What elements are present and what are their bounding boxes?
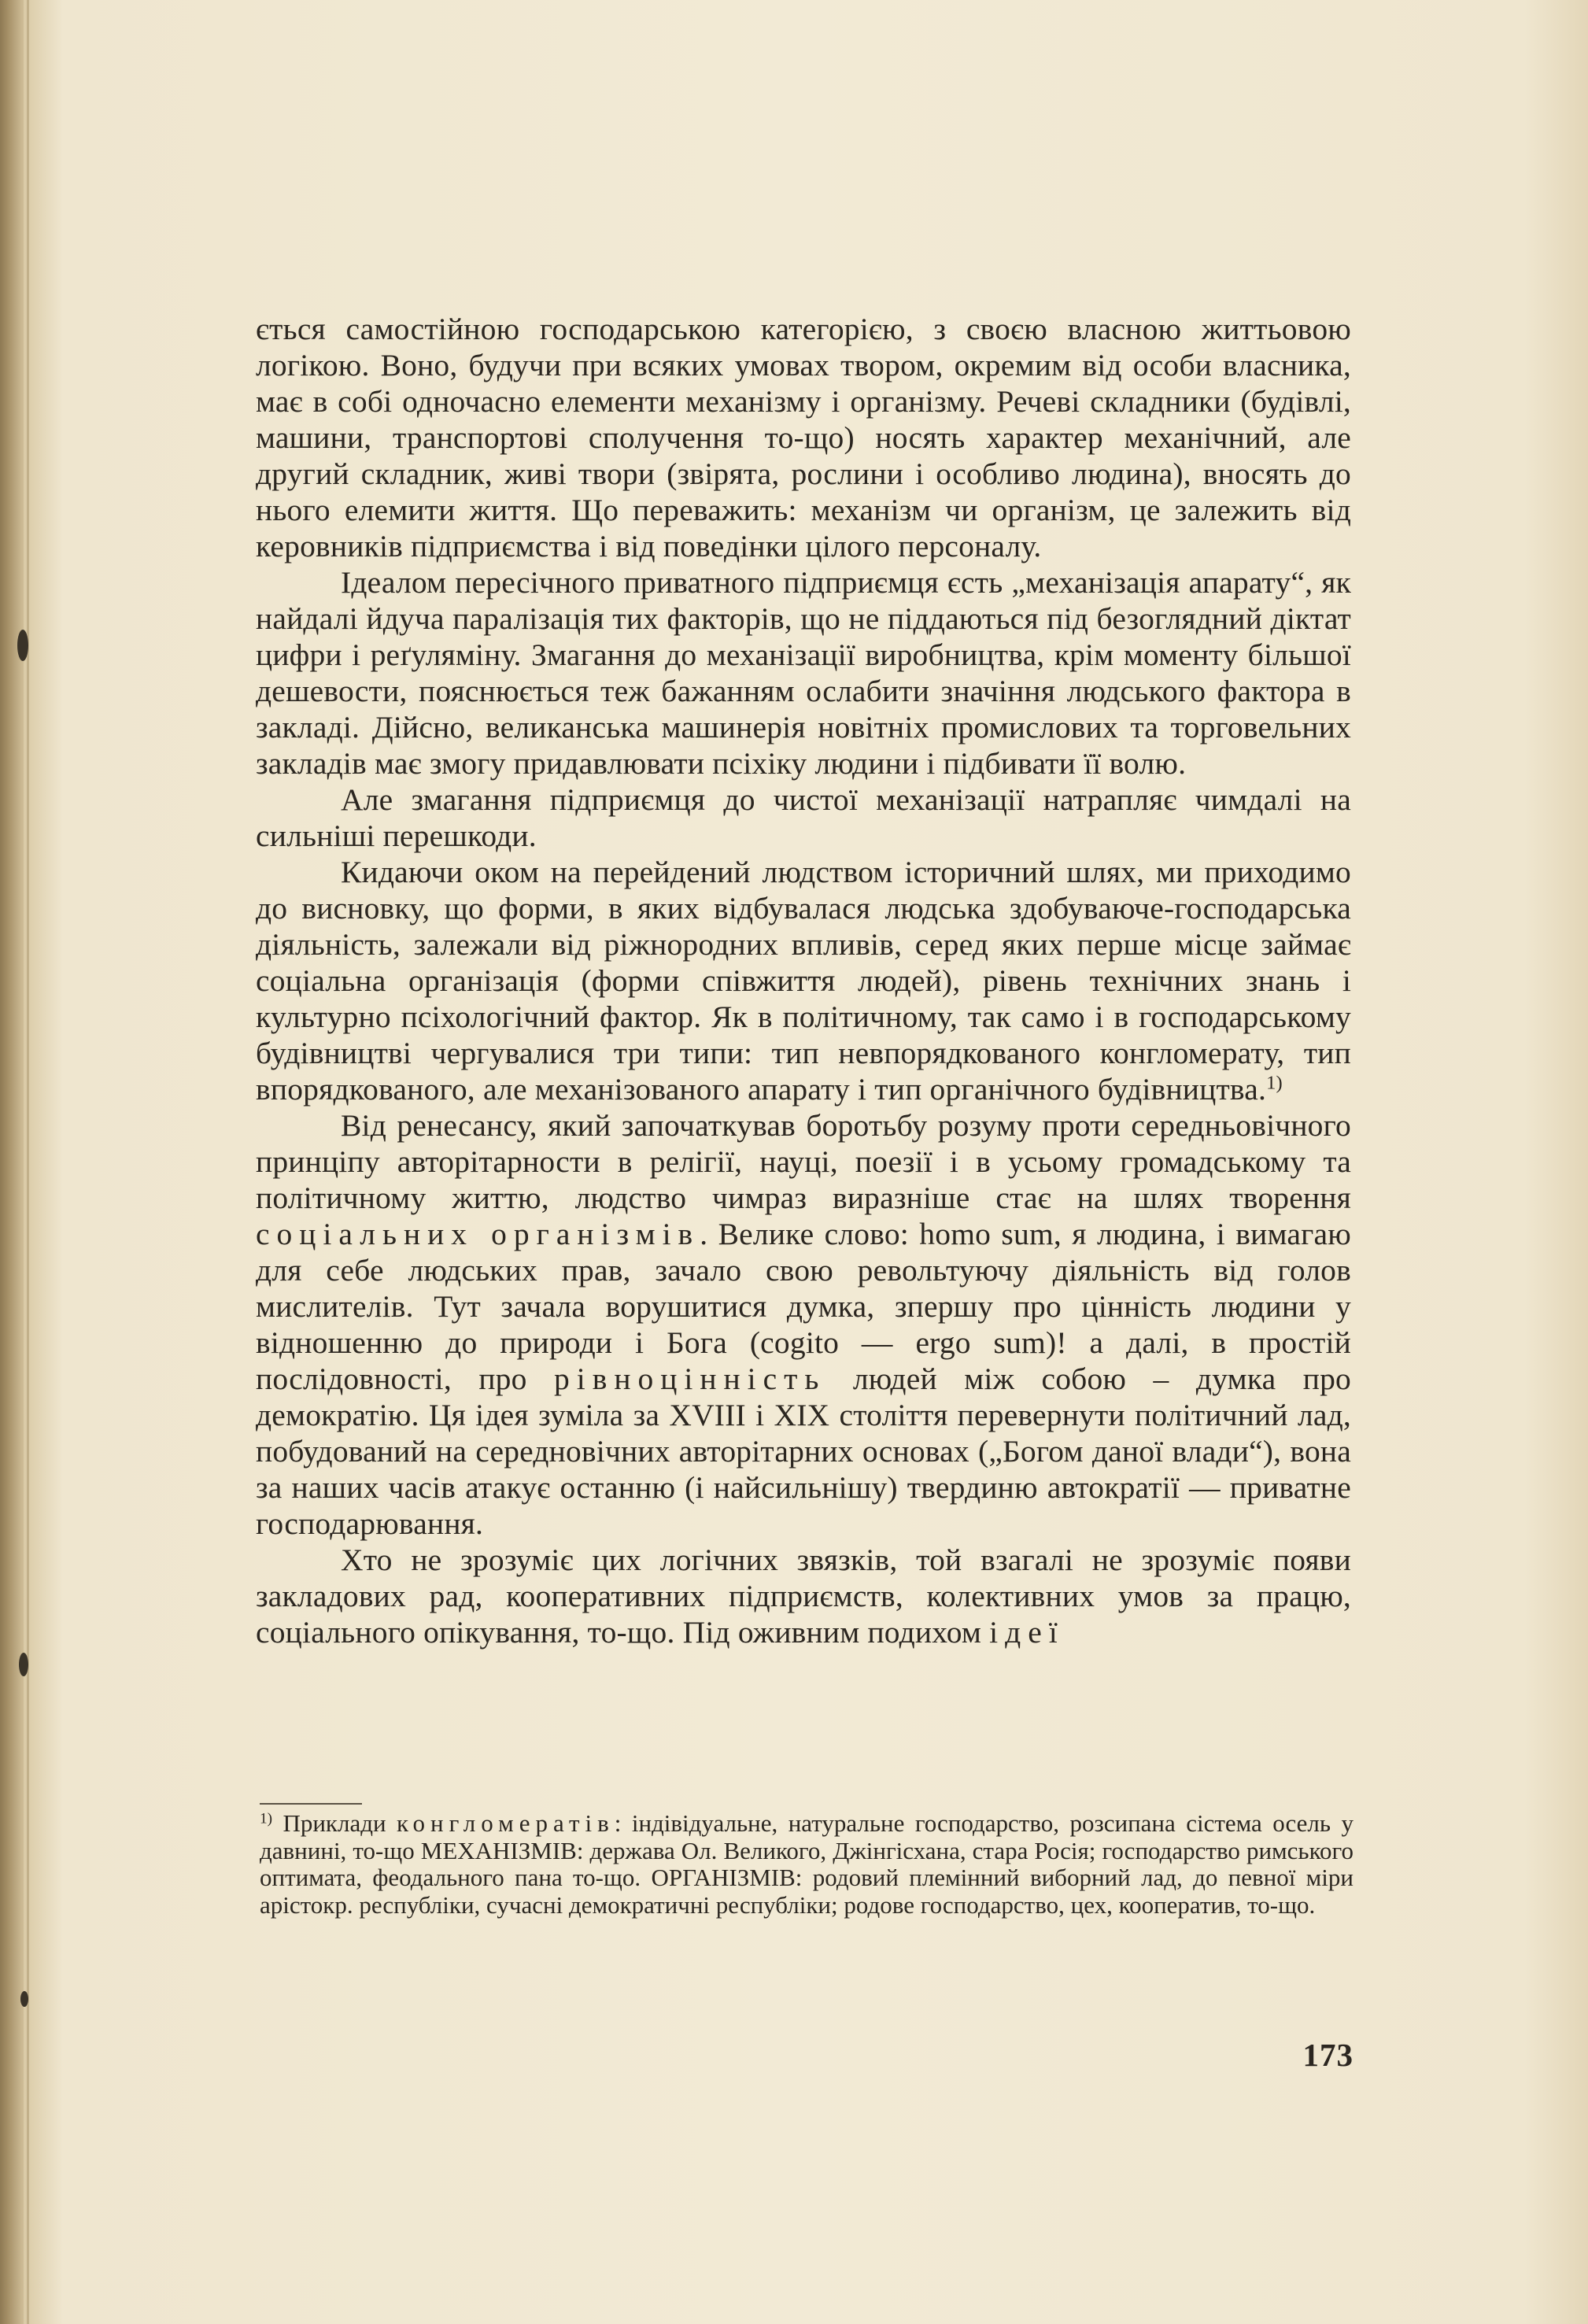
paragraph-5-emphasis-2: рівноцінність [553, 1362, 826, 1396]
footnote [260, 1810, 1353, 1919]
paragraph-5-part-2: . Велике слово: homo sum, я людина, і вимагаю для себе людських прав, зачало свою револьтуючу діяльність від голов мислителів. Тут зачала ворушитися думка, зпершу про цінність людини у відношенню до природи і Бога (cogito — ergo sum)! а далі, в простій послідовності, про [256, 1217, 1351, 1396]
footnote-part-2: : індівідуальне, натуральне господарство, розсипана сістема осель у давнині, то-що МЕХАНІЗМІВ: держава Ол. Великого, Джінгісхана, стара Росія; господарство римського оптимата, феодального пана то-що. ОРГАНІЗМІВ: родовий племінний виборний лад, до певної міри арістокр. республіки, сучасні демократичні республіки; родове господарство, цех, кооператив, то-що. [260, 1809, 1353, 1919]
paragraph-6-part-1: Хто не зрозуміє цих логічних звязків, той взагалі не зрозуміє появи закладових рад, кооперативних підприємств, колективних умов за працю, соціального опікування, то-що. Під оживним подихом [256, 1543, 1351, 1650]
paragraph-1: ється самостійною господарською категорією, з своєю власною життьовою логікою. Воно, будучи при всяких умовах твором, окремим від особи власника, має в собі одночасно елементи механізму і організму. Речеві складники (будівлі, машини, транспортові сполучення то-що) носять характер механічний, але другий складник, живі твори (звірята, рослини і особливо людина), вносять до нього елемити життя. Що переважить: механізм чи організм, це залежить від керовників підприємства і від поведінки цілого персоналу. [256, 312, 1351, 563]
page-spine-line [27, 0, 29, 2324]
paragraph-5-emphasis-1: соціальних організмів [256, 1217, 700, 1251]
binding-hole-mark [19, 1653, 28, 1676]
paragraph-4 [256, 854, 1351, 1107]
body-text [256, 311, 1351, 1650]
footnote-reference[interactable]: 1) [1266, 1072, 1283, 1094]
paragraph-5-part-1: Від ренесансу, який започаткував боротьбу розуму проти середньовічного принціпу авторітарности в релігії, науці, поезії і в усьому громадському та політичному життю, людство чимраз виразніше стає на шлях творення [256, 1108, 1351, 1215]
paragraph-6 [256, 1542, 1351, 1650]
paragraph-5 [256, 1107, 1351, 1542]
footnote-divider [260, 1803, 362, 1805]
paragraph-6-emphasis: ідеї [989, 1615, 1065, 1650]
binding-hole-mark [17, 630, 28, 661]
footnote-marker: 1) [260, 1810, 272, 1827]
footnote-part-1: Приклади [272, 1809, 397, 1837]
paragraph-2: Ідеалом пересічного приватного підприємця єсть „механізація апарату“, як найдалі йдуча паралізація тих факторів, що не піддаються під безоглядний діктат цифри і реґуляміну. Змагання до механізації виробництва, крім моменту більшої дешевости, пояснюється теж бажанням ослабити значіння людського фактора в закладі. Дійсно, великанська машинерія новітніх промислових та торговельних закладів має змогу придавлювати псіхіку людини і підбивати її волю. [256, 565, 1351, 781]
paragraph-5-part-3: людей між собою – думка про демократію. Ця ідея зуміла за XVIII і XIX століття перевернути політичний лад, побудований на середновічних авторітарних основах („Богом даної влади“), вона за наших часів атакує останню (і найсильнішу) твердиню автократії — приватне господарювання. [256, 1362, 1351, 1541]
paragraph-4-text: Кидаючи оком на перейдений людством історичний шлях, ми приходимо до висновку, що форми, в яких відбувалася людська здобуваюче-господарська діяльність, залежали від ріжнородних впливів, серед яких перше місце займає соціальна організація (форми співжиття людей), рівень технічних знань і культурно псіхологічний фактор. Як в політичному, так само і в господарському будівництві чергувалися три типи: тип невпорядкованого конгломерату, тип впорядкованого, але механізованого апарату і тип органічного будівництва. [256, 855, 1351, 1107]
page-number: 173 [1302, 2037, 1353, 2073]
footnote-emphasis: конгломератів [397, 1809, 615, 1837]
paragraph-3: Але змагання підприємця до чистої механізації натрапляє чимдалі на сильніші перешкоди. [256, 782, 1351, 853]
page-binding-shadow [0, 0, 24, 2324]
binding-hole-mark [20, 1991, 28, 2007]
